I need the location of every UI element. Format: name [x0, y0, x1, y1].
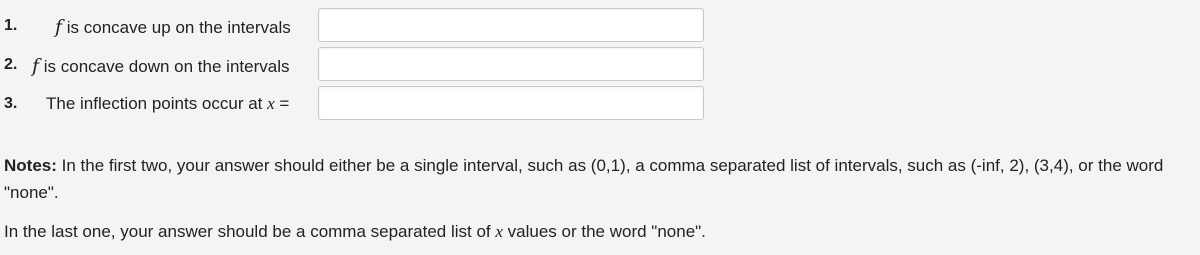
- question-3-number: 3.: [4, 95, 18, 112]
- last-note-math-variable: x: [495, 222, 503, 241]
- question-3-label: [46, 94, 289, 114]
- concave-down-answer-input[interactable]: [318, 47, 704, 81]
- question-3-math-variable: x: [267, 94, 275, 113]
- question-1-label: [55, 16, 291, 38]
- question-3-row: [0, 86, 720, 124]
- question-2-text: is concave down on the intervals: [39, 57, 290, 76]
- question-2-row: [0, 47, 720, 85]
- question-3-text-before: The inflection points occur at: [46, 94, 268, 113]
- question-3-text-after: =: [274, 94, 290, 113]
- question-2-number: 2.: [4, 56, 18, 73]
- last-note-text-after: values or the word "none".: [502, 222, 706, 241]
- question-1-variable: f: [55, 16, 63, 38]
- question-1-row: [0, 8, 720, 46]
- question-2-variable: f: [32, 55, 40, 77]
- notes-paragraph: [4, 152, 1194, 206]
- last-note-paragraph: [4, 222, 706, 242]
- last-note-text-before: In the last one, your answer should be a comma separated list of: [4, 222, 496, 241]
- question-1-text: is concave up on the intervals: [62, 18, 291, 37]
- concave-up-answer-input[interactable]: [318, 8, 704, 42]
- inflection-points-answer-input[interactable]: [318, 86, 704, 120]
- question-1-number: 1.: [4, 17, 18, 34]
- question-2-label: [32, 55, 289, 77]
- notes-text: In the first two, your answer should either be a single interval, such as (0,1), a comma separated list of intervals, such as (-inf, 2), (3,4), or the word "none".: [4, 156, 1164, 202]
- notes-label: Notes:: [4, 156, 57, 175]
